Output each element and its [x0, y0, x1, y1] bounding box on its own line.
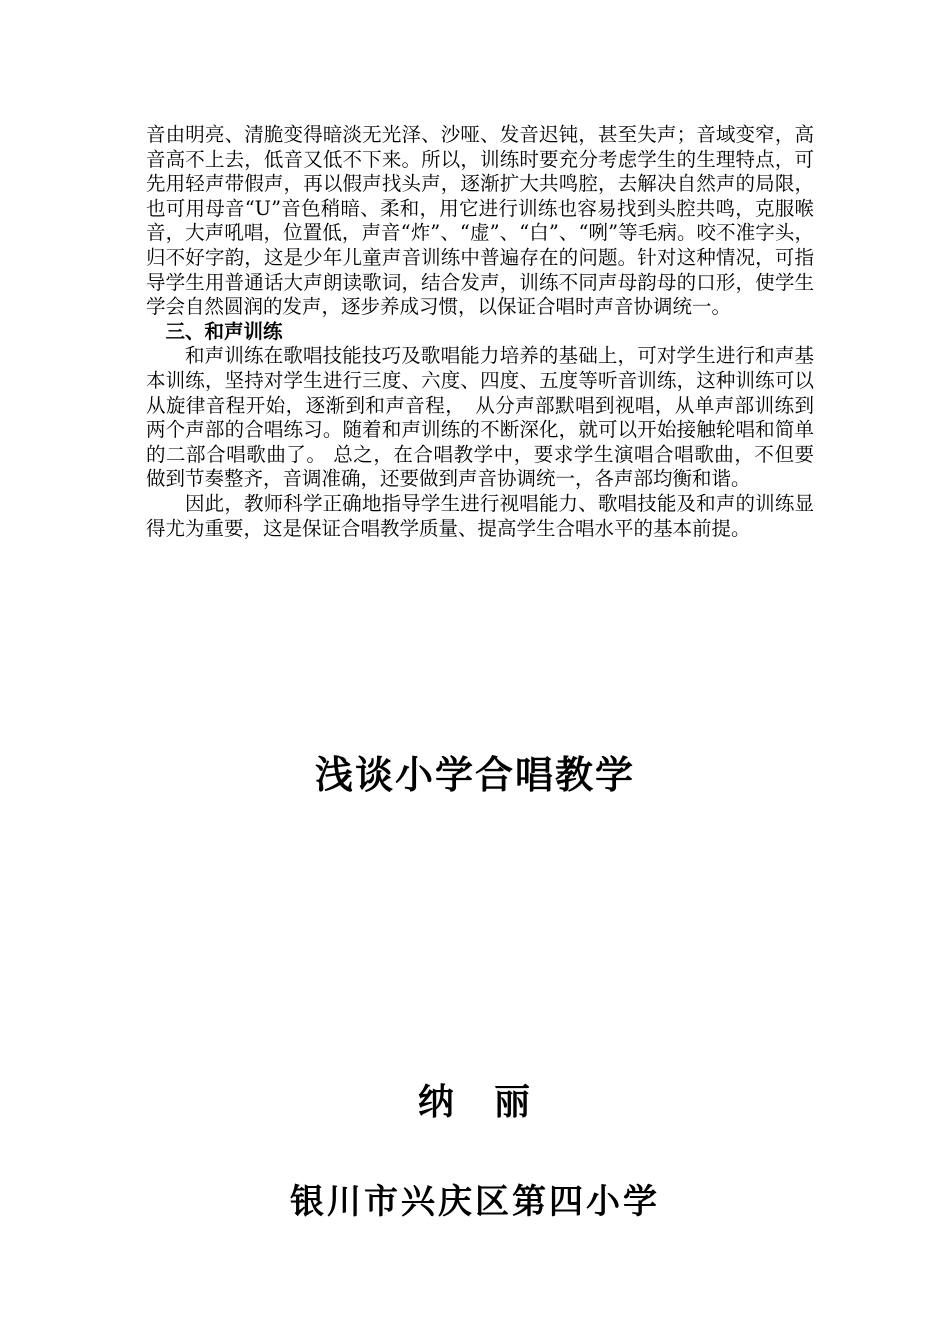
author-name: 纳 丽 [417, 1081, 532, 1123]
article-title: 浅谈小学合唱教学 [314, 752, 635, 797]
article-body [146, 123, 814, 541]
paragraph-conclusion: 因此，教师科学正确地指导学生进行视唱能力、歌唱技能及和声的训练显得尤为重要，这是保证合唱教学质量、提高学生合唱水平的基本前提。 [146, 491, 814, 540]
paragraph-harmony-training: 和声训练在歌唱技能技巧及歌唱能力培养的基础上，可对学生进行和声基本训练，坚持对学生进行三度、六度、四度、五度等听音训练，这种训练可以从旋律音程开始，逐渐到和声音程， 从分声部默唱到视唱，从单声部训练到两个声部的合唱练习。随着和声训练的不断深化，就可以开始接触轮唱和简单的二部合唱歌曲了。 总之，在合唱教学中，要求学生演唱合唱歌曲，不但要做到节奏整齐，音调准确，还要做到声音协调统一，各声部均衡和谐。 [146, 344, 814, 491]
paragraph-voice-training: 音由明亮、清脆变得暗淡无光泽、沙哑、发音迟钝，甚至失声；音域变窄，高音高不上去，低音又低不下来。所以，训练时要充分考虑学生的生理特点，可先用轻声带假声，再以假声找头声，逐渐扩大共鸣腔，去解决自然声的局限，也可用母音“U”音色稍暗、柔和，用它进行训练也容易找到头腔共鸣，克服喉音，大声吼唱，位置低，声音“炸”、“虚”、“白”、“咧”等毛病。咬不准字头，归不好字韵，这是少年儿童声音训练中普遍存在的问题。针对这种情况，可指导学生用普通话大声朗读歌词，结合发声，训练不同声母韵母的口形，使学生学会自然圆润的发声，逐步养成习惯，以保证合唱时声音协调统一。 [146, 123, 814, 319]
author-school: 银川市兴庆区第四小学 [290, 1182, 660, 1222]
section-heading-harmony: 三、和声训练 [165, 319, 283, 343]
